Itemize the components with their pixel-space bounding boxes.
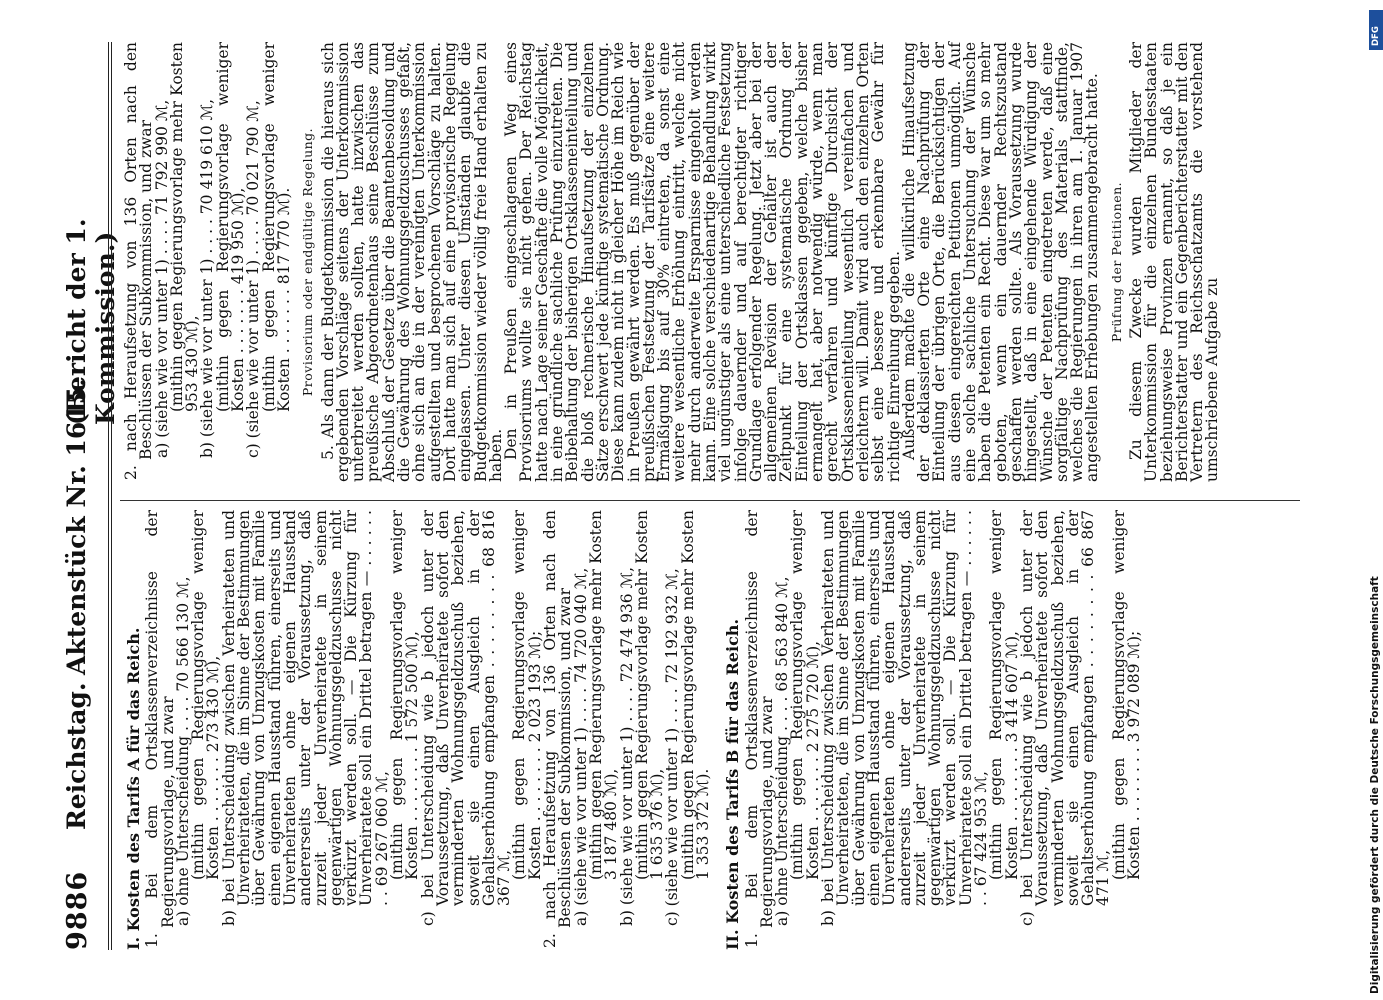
page-header <box>62 40 120 950</box>
section-heading-tarif-a: I. Kosten des Tarifs A für das Reich. <box>124 627 143 950</box>
item-1c: c) bei Unterscheidung wie b jedoch unter der Voraussetzung, daß Unverheiratete sofort den verminderten Wohnungsgeldzuschuß beziehen, soweit sie einen Ausgleich in der Gehaltserhöhung empfangen . . . . . . . . 68 816 367 ℳ, <box>418 510 514 926</box>
item-2a-note: (mithin gegen Regierungsvorlage mehr Kosten 3 187 480 ℳ), <box>586 510 621 880</box>
item-2b-note: (mithin gegen Regierungsvorlage mehr Kosten 1 635 376 ℳ), <box>632 510 667 880</box>
digitization-note <box>1369 14 1383 994</box>
item-1a-note: (mithin gegen Regierungsvorlage weniger Kosten . . . . . . . 273 430 ℳ), <box>189 510 223 880</box>
item-2a: a) (siehe wie vor unter 1) . . . . 74 720 040 ℳ, <box>571 567 590 926</box>
item-b-2: 2. nach Heraufsetzung von 136 Orten nach den Beschlüssen der Subkommission, und zwar <box>122 42 156 480</box>
header-reichstag: Reichstag. <box>62 682 91 830</box>
item-b-2b-note: (mithin gegen Regierungsvorlage weniger Kosten . . . . . . . 419 950 ℳ), <box>213 42 248 412</box>
item-b-1a: a) ohne Unterscheidung . . . . 68 563 840 ℳ, <box>773 576 792 926</box>
item-2c: c) (siehe wie vor unter 1) . . . . 72 192 932 ℳ, <box>663 568 682 926</box>
column-right <box>124 42 1221 482</box>
item-2: 2. nach Heraufsetzung von 136 Orten nach den Beschlüssen der Subkommission, und zwar <box>541 510 575 948</box>
item-b-1a-note: (mithin gegen Regierungsvorlage weniger Kosten . . . . . . . 2 275 720 ℳ), <box>788 510 822 880</box>
item-b-1c-note: (mithin gegen Regierungsvorlage weniger Kosten . . . . . . . . 3 972 089 ℳ); <box>1109 510 1143 880</box>
item-1c-note: (mithin gegen Regierungsvorlage weniger Kosten . . . . . . . . 2 023 193 ℳ); <box>510 510 544 880</box>
column-left <box>124 510 1142 950</box>
digitization-text: Digitalisierung gefördert durch die Deutsche Forschungsgemeinschaft <box>1369 576 1381 994</box>
item-b-2c-note: (mithin gegen Regierungsvorlage weniger Kosten . . . . . . . 817 770 ℳ). <box>259 42 293 412</box>
item-2c-note: (mithin gegen Regierungsvorlage mehr Kosten 1 353 372 ℳ). <box>678 510 712 880</box>
paragraph-ausserdem: Außerdem machte die willkürliche Hinaufsetzung der deklassierten Orte eine Nachprüfung der Einteilung der übrigen Orte, die Berücksichtigen der aus diesen eingereichten Petitionen unmöglich. Auf eine solche sachliche Untersuchung der Wünsche haben die Petenten ein Recht. Diese war um so mehr geboten, wenn ein dauernder Rechtszustand geschaffen werden sollte. Als Voraussetzung wurde hingestellt, daß in eine eingehende Würdigung der Wünsche der Petenten eingetreten werde, daß eine sorgfältige Nachprüfung des Materials stattfinde, welches die Regierungen in ihren am 1. Januar 1907 angestellten Erhebungen zusammengebracht hatte. <box>899 42 1102 482</box>
item-b-2b: b) (siehe wie vor unter 1) . . . . 70 419 610 ℳ, <box>198 99 217 458</box>
item-b-2a: a) (siehe wie vor unter 1) . . . . 71 792 990 ℳ, <box>152 99 171 458</box>
item-b-1c: c) bei Unterscheidung wie b jedoch unter der Voraussetzung, daß Unverheiratete sofort den verminderten Wohnungsgeldzuschuß beziehen, soweit sie einen Ausgleich in der Gehaltserhöhung empfangen . . . . . . . . 66 867 471 ℳ, <box>1017 510 1113 926</box>
item-1b-note: (mithin gegen Regierungsvorlage weniger Kosten . . . . . . . . 1 572 500 ℳ), <box>388 510 422 880</box>
paragraph-zweck: Zu diesem Zwecke wurden Mitglieder der Unterkommission für die einzelnen Bundesstaaten beziehungsweise Provinzen ernannt, so daß je ein Berichterstatter und ein Gegenberichterstatter mit den Vertretern des Reichsschatzamts die vorstehend umschriebene Aufgabe zu <box>1127 42 1222 482</box>
item-b-1: 1. Bei dem Ortsklassenverzeichnisse der Regierungsvorlage, und zwar <box>742 510 776 948</box>
item-b-2c: c) (siehe wie vor unter 1) . . . . 70 021 790 ℳ, <box>244 100 263 458</box>
dfg-logo-text: DFG <box>1371 26 1381 46</box>
header-rule <box>108 42 109 950</box>
item-1: 1. Bei dem Ortsklassenverzeichnisse der Regierungsvorlage, und zwar <box>143 510 177 948</box>
subheading-petitionen: Prüfung der Petitionen. <box>1108 181 1124 343</box>
item-1a: a) ohne Unterscheidung . . . . 70 566 130 ℳ, <box>173 576 192 926</box>
column-divider <box>120 500 1300 501</box>
page-number: 9886 <box>62 870 93 950</box>
subheading-provisorium: Provisorium oder endgültige Regelung. <box>300 127 316 397</box>
dfg-logo <box>1369 10 1383 50</box>
paragraph-5: 5. Als dann der Budgetkommission die hieraus sich ergebenden Vorschläge seitens der Unterkommission unterbreitet werden sollten, hatte inzwischen das preußische Abgeordnetenhaus seine Beschlüsse zum Abschluß der Gesetze über die Beamtenbesoldung und die Gewährung des Wohnungsgeldzuschusses gefaßt, ohne sich an die in der vereinigten Unterkommission aufgestellten und besprochenen Vorschläge zu halten. Dort hatte man sich auf eine provisorische Regelung eingelassen. Unter diesen Umständen glaubte die Budgetkommission wieder völlig freie Hand erhalten zu haben. <box>318 42 505 482</box>
item-1b: b) bei Unterscheidung zwischen Verheirateten und Unverheirateten, die im Sinne der Bestimmungen über Gewährung von Umzugskosten mit Familie einen eigenen Hausstand führen, einerseits und Unverheirateten ohne eigenen Hausstand andererseits unter der Voraussetzung, daß zurzeit jeder Unverheiratete in seinem gegenwärtigen Wohnungsgeldzuschusse nicht verkürzt werden soll. — Die Kürzung für Unverheiratete soll ein Drittel betragen — . . . . . . . . 69 267 060 ℳ, <box>219 510 391 926</box>
header-report: (Bericht der 1. Kommission.) <box>62 218 120 425</box>
item-2b: b) (siehe wie vor unter 1) . . . . 72 474 936 ℳ, <box>617 567 636 926</box>
header-aktenstueck: Aktenstück Nr. 1615. <box>62 378 91 675</box>
item-b-2a-note: (mithin gegen Regierungsvorlage mehr Kosten 953 430 ℳ), <box>167 42 202 412</box>
item-b-1b-note: (mithin gegen Regierungsvorlage weniger Kosten . . . . . . . . 3 414 607 ℳ), <box>987 510 1021 880</box>
item-b-1b: b) bei Unterscheidung zwischen Verheirateten und Unverheirateten, die im Sinne der Bestimmungen über Gewährung von Umzugskosten mit Familie einen eigenen Hausstand führen, einerseits und Unverheirateten ohne eigenen Hausstand andererseits unter der Voraussetzung, daß zurzeit jeder Unverheiratete in seinem gegenwärtigen Wohnungsgeldzuschusse nicht verkürzt werden soll. — Die Kürzung für Unverheiratete soll ein Drittel betragen — . . . . . . . . 67 424 953 ℳ, <box>819 510 991 926</box>
paragraph-preussen: Den in Preußen eingeschlagenen Weg eines Provisoriums wollte sie nicht gehen. Der Reichstag hatte nach Lage seiner Geschäfte die volle Möglichkeit, in eine gründliche sachliche Prüfung einzutreten. Die Beibehaltung der bisherigen Ortsklasseneinteilung und die bloß rechnerische Hinaufsetzung der einzelnen Sätze erschwert jede künftige systematische Ordnung. Diese kann zudem nicht in gleicher Höhe im Reich wie in Preußen gewährt werden. Es muß gegenüber der preußischen Festsetzung der Tarifsätze eine weitere Ermäßigung bis auf 30% eintreten, da sonst eine weitere wesentliche Erhöhung eintritt, welche nicht mehr durch anderweite Ersparnisse eingeholt werden kann. Eine solche verschiedenartige Behandlung wirkt viel ungünstiger als eine unterschiedliche Festsetzung infolge dauernder und auf berechtigter richtiger Grundlage erfolgender Regelung. Jetzt aber bei der allgemeinen Revision der Gehälter ist auch der Zeitpunkt für eine systematische Ordnung der Einteilung der Ortsklassen gegeben, welche bisher ermangelt hat, aber notwendig würde, wenn man gerecht verfahren und künftige Durchsicht der Ortsklasseneinteilung wesentlich vereinfachen und erleichtern will. Damit wird auch den einzelnen Orten selbst eine bessere und erkennbare Gewähr für richtige Einreihung gegeben. <box>502 42 903 482</box>
section-heading-tarif-b: II. Kosten des Tarifs B für das Reich. <box>723 618 743 950</box>
header-rule-thin <box>111 42 112 950</box>
